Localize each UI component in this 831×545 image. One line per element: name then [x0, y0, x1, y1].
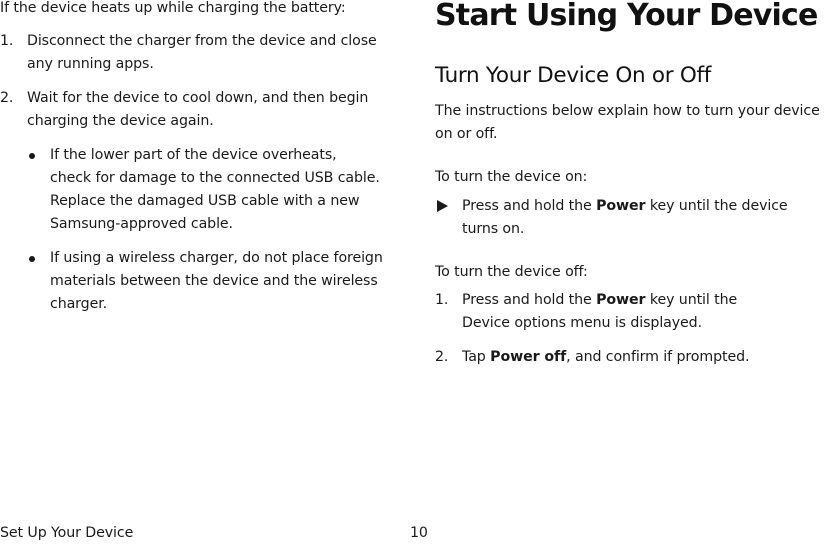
bullet-text-line: If using a wireless charger, do not place foreign — [50, 250, 383, 266]
power-off-label: Power off — [490, 349, 567, 365]
description-line: The instructions below explain how to turn your device — [435, 103, 820, 119]
bullet-icon — [29, 153, 35, 159]
turn-off-step-line: Device options menu is displayed. — [462, 315, 703, 331]
turn-on-step-line: Press and hold the Power key until the device — [462, 198, 788, 214]
arrow-right-icon — [437, 200, 448, 212]
step-text-line: charging the device again. — [27, 113, 214, 129]
bullet-text-line: check for damage to the connected USB cable. — [50, 170, 380, 186]
turn-off-label: To turn the device off: — [435, 264, 588, 280]
turn-off-step-line: Tap Power off, and confirm if prompted. — [462, 349, 750, 365]
bullet-icon — [29, 256, 35, 262]
bullet-text-line: charger. — [50, 296, 108, 312]
step-text-line: Wait for the device to cool down, and then begin — [27, 90, 369, 106]
page-title: Start Using Your Device — [435, 0, 818, 33]
section-heading: Turn Your Device On or Off — [435, 63, 711, 88]
step-number: 2. — [0, 90, 14, 106]
turn-off-step-line: Press and hold the Power key until the — [462, 292, 738, 308]
turn-on-label: To turn the device on: — [435, 169, 588, 185]
step-number: 1. — [435, 292, 449, 308]
turn-on-step-line: turns on. — [462, 221, 525, 237]
step-number: 2. — [435, 349, 449, 365]
step-text-line: any running apps. — [27, 56, 154, 72]
step-text-line: Disconnect the charger from the device and close — [27, 33, 377, 49]
bullet-text-line: If the lower part of the device overheats, — [50, 147, 337, 163]
description-line: on or off. — [435, 126, 498, 142]
power-key-label: Power — [596, 292, 646, 308]
footer-section-title: Set Up Your Device — [0, 525, 134, 541]
power-key-label: Power — [596, 198, 646, 214]
page-number: 10 — [410, 525, 428, 541]
step-number: 1. — [0, 33, 14, 49]
bullet-text-line: materials between the device and the wireless — [50, 273, 378, 289]
bullet-text-line: Replace the damaged USB cable with a new — [50, 193, 360, 209]
intro-text: If the device heats up while charging the battery: — [0, 0, 346, 16]
bullet-text-line: Samsung-approved cable. — [50, 216, 233, 232]
